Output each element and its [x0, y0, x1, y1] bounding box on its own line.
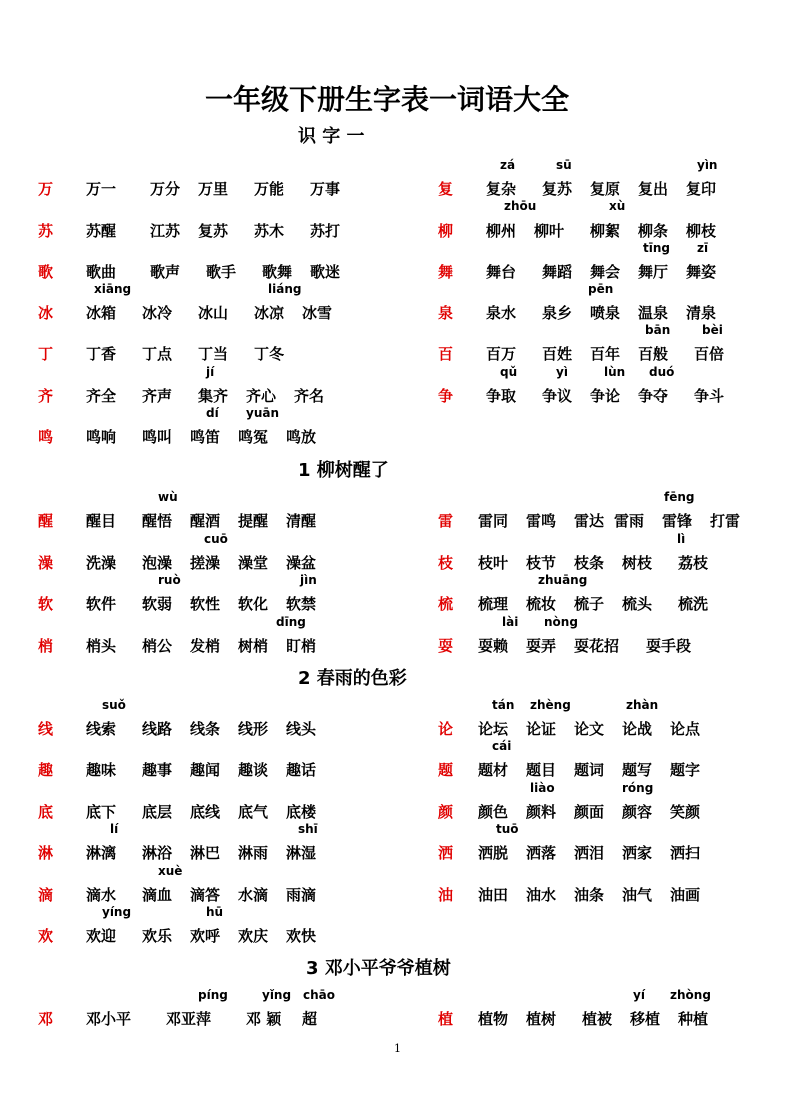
lesson-character: 滴	[38, 886, 54, 904]
pinyin-annotation: píng	[198, 988, 228, 1002]
pinyin-annotation: sū	[556, 158, 572, 172]
lesson-character: 欢	[38, 927, 54, 945]
vocab-word: 枝叶	[478, 554, 509, 572]
vocab-word: 枝条	[574, 554, 605, 572]
lesson-character: 题	[438, 761, 454, 779]
pinyin-annotation: zhèng	[530, 698, 571, 712]
vocab-word: 滴血	[142, 886, 173, 904]
vocab-word: 冰山	[198, 304, 229, 322]
vocab-word: 植树	[526, 1010, 557, 1028]
vocab-word: 趣味	[86, 761, 117, 779]
vocab-word: 枝节	[526, 554, 557, 572]
vocab-word: 耍赖	[478, 637, 509, 655]
lesson-character: 植	[438, 1010, 454, 1028]
vocab-word: 百姓	[542, 345, 573, 363]
vocab-word: 泉乡	[542, 304, 573, 322]
vocab-word: 线头	[286, 720, 317, 738]
vocab-word: 复印	[686, 180, 717, 198]
section-title: 识 字 一	[298, 126, 365, 147]
pinyin-annotation: tīng	[643, 241, 670, 255]
vocab-word: 提醒	[238, 512, 269, 530]
vocab-word: 软弱	[142, 595, 173, 613]
vocab-word: 颜容	[622, 803, 653, 821]
vocab-word: 淋漓	[86, 844, 117, 862]
pinyin-annotation: liáng	[268, 282, 302, 296]
vocab-word: 软件	[86, 595, 117, 613]
vocab-word: 论文	[574, 720, 605, 738]
pinyin-annotation: yì	[556, 365, 568, 379]
vocab-word: 复苏	[198, 222, 229, 240]
vocab-word: 梢头	[86, 637, 117, 655]
vocab-word: 淋巴	[190, 844, 221, 862]
pinyin-annotation: yí	[633, 988, 645, 1002]
vocab-word: 淋雨	[238, 844, 269, 862]
vocab-word: 舞姿	[686, 263, 717, 281]
vocab-word: 题材	[478, 761, 509, 779]
vocab-word: 梳妆	[526, 595, 557, 613]
vocab-word: 论证	[526, 720, 557, 738]
vocab-word: 澡堂	[238, 554, 269, 572]
pinyin-annotation: zhuāng	[538, 573, 588, 587]
pinyin-annotation: hū	[206, 905, 224, 919]
vocab-word: 洒扫	[670, 844, 701, 862]
pinyin-annotation: wù	[158, 490, 178, 504]
lesson-character: 苏	[38, 222, 54, 240]
vocab-word: 万分	[150, 180, 181, 198]
pinyin-annotation: lùn	[604, 365, 626, 379]
lesson-character: 百	[438, 345, 454, 363]
vocab-word: 颜色	[478, 803, 509, 821]
vocab-word: 底线	[190, 803, 221, 821]
pinyin-annotation: xiāng	[94, 282, 132, 296]
vocab-word: 鸣响	[86, 428, 117, 446]
vocab-word: 复苏	[542, 180, 573, 198]
lesson-character: 醒	[38, 512, 54, 530]
pinyin-annotation: lì	[677, 532, 686, 546]
vocab-word: 江苏	[150, 222, 181, 240]
vocab-word: 趣闻	[190, 761, 221, 779]
pinyin-annotation: duó	[649, 365, 675, 379]
vocab-word: 丁点	[142, 345, 173, 363]
vocab-word: 争取	[486, 387, 517, 405]
lesson-character: 齐	[38, 387, 54, 405]
pinyin-annotation: jìn	[300, 573, 317, 587]
vocab-word: 争论	[590, 387, 621, 405]
vocab-word: 油画	[670, 886, 701, 904]
pinyin-annotation: cái	[492, 739, 512, 753]
lesson-character: 软	[38, 595, 54, 613]
vocab-word: 百年	[590, 345, 621, 363]
lesson-character: 澡	[38, 554, 54, 572]
vocab-word: 齐名	[294, 387, 325, 405]
pinyin-annotation: yìn	[697, 158, 718, 172]
vocab-word: 梳洗	[678, 595, 709, 613]
vocab-word: 软禁	[286, 595, 317, 613]
vocab-word: 温泉	[638, 304, 669, 322]
lesson-character: 争	[438, 387, 454, 405]
vocab-word: 底层	[142, 803, 173, 821]
vocab-word: 软性	[190, 595, 221, 613]
pinyin-annotation: zī	[697, 241, 709, 255]
lesson-character: 底	[38, 803, 54, 821]
vocab-word: 澡盆	[286, 554, 317, 572]
vocab-word: 万里	[198, 180, 229, 198]
vocab-word: 雷锋	[662, 512, 693, 530]
vocab-word: 争议	[542, 387, 573, 405]
vocab-word: 题词	[574, 761, 605, 779]
vocab-word: 雷雨	[614, 512, 645, 530]
lesson-character: 趣	[38, 761, 54, 779]
lesson-character: 泉	[438, 304, 454, 322]
pinyin-annotation: zhàn	[626, 698, 659, 712]
lesson-character: 歌	[38, 263, 54, 281]
vocab-word: 盯梢	[286, 637, 317, 655]
lesson-character: 丁	[38, 345, 54, 363]
vocab-word: 趣话	[286, 761, 317, 779]
vocab-word: 苏打	[310, 222, 341, 240]
vocab-word: 争斗	[694, 387, 725, 405]
pinyin-annotation: dīng	[276, 615, 306, 629]
vocab-word: 舞厅	[638, 263, 669, 281]
vocab-word: 笑颜	[670, 803, 701, 821]
vocab-word: 丁香	[86, 345, 117, 363]
vocab-word: 百倍	[694, 345, 725, 363]
pinyin-annotation: ruò	[158, 573, 181, 587]
section-title: 1 柳树醒了	[298, 460, 389, 481]
vocab-word: 苏木	[254, 222, 285, 240]
lesson-character: 冰	[38, 304, 54, 322]
vocab-word: 植物	[478, 1010, 509, 1028]
vocab-word: 泡澡	[142, 554, 173, 572]
vocab-word: 油水	[526, 886, 557, 904]
vocab-word: 梳子	[574, 595, 605, 613]
vocab-word: 油气	[622, 886, 653, 904]
vocab-word: 水滴	[238, 886, 269, 904]
pinyin-annotation: tuō	[496, 822, 519, 836]
lesson-character: 鸣	[38, 428, 54, 446]
vocab-word: 软化	[238, 595, 269, 613]
vocab-word: 种植	[678, 1010, 709, 1028]
pinyin-annotation: zá	[500, 158, 516, 172]
pinyin-annotation: yíng	[102, 905, 132, 919]
vocab-word: 论坛	[478, 720, 509, 738]
vocab-word: 洒家	[622, 844, 653, 862]
vocab-word: 舞蹈	[542, 263, 573, 281]
lesson-character: 论	[438, 720, 454, 738]
vocab-word: 欢庆	[238, 927, 269, 945]
vocab-word: 醒目	[86, 512, 117, 530]
vocab-word: 柳条	[638, 222, 669, 240]
vocab-word: 论战	[622, 720, 653, 738]
vocab-word: 滴答	[190, 886, 221, 904]
vocab-word: 欢呼	[190, 927, 221, 945]
vocab-word: 线路	[142, 720, 173, 738]
vocab-word: 冰箱	[86, 304, 117, 322]
vocab-word: 耍花招	[574, 637, 620, 655]
vocab-word: 丁当	[198, 345, 229, 363]
vocab-word: 油条	[574, 886, 605, 904]
vocab-word: 欢迎	[86, 927, 117, 945]
vocab-word: 油田	[478, 886, 509, 904]
vocab-word: 滴水	[86, 886, 117, 904]
vocab-word: 冰雪	[302, 304, 333, 322]
vocab-word: 洒落	[526, 844, 557, 862]
vocab-word: 颜料	[526, 803, 557, 821]
pinyin-annotation: bèi	[702, 323, 723, 337]
vocab-word: 发梢	[190, 637, 221, 655]
lesson-character: 万	[38, 180, 54, 198]
pinyin-annotation: suǒ	[102, 698, 126, 712]
vocab-word: 洗澡	[86, 554, 117, 572]
pinyin-annotation: zhōu	[504, 199, 537, 213]
vocab-word: 泉水	[486, 304, 517, 322]
lesson-character: 颜	[438, 803, 454, 821]
vocab-word: 复杂	[486, 180, 517, 198]
vocab-word: 欢快	[286, 927, 317, 945]
vocab-word: 清醒	[286, 512, 317, 530]
vocab-word: 梳理	[478, 595, 509, 613]
lesson-character: 复	[438, 180, 454, 198]
vocab-word: 底楼	[286, 803, 317, 821]
lesson-character: 油	[438, 886, 454, 904]
vocab-word: 柳絮	[590, 222, 621, 240]
pinyin-annotation: tán	[492, 698, 515, 712]
vocab-word: 百万	[486, 345, 517, 363]
pinyin-annotation: qǔ	[500, 365, 518, 379]
pinyin-annotation: bān	[645, 323, 671, 337]
vocab-word: 底气	[238, 803, 269, 821]
vocab-word: 万事	[310, 180, 341, 198]
pinyin-annotation: jí	[206, 365, 215, 379]
vocab-word: 万一	[86, 180, 117, 198]
vocab-word: 耍手段	[646, 637, 692, 655]
vocab-word: 邓亚萍	[166, 1010, 212, 1028]
lesson-character: 梳	[438, 595, 454, 613]
vocab-word: 清泉	[686, 304, 717, 322]
lesson-character: 洒	[438, 844, 454, 862]
vocab-word: 洒脱	[478, 844, 509, 862]
vocab-word: 淋湿	[286, 844, 317, 862]
vocab-word: 底下	[86, 803, 117, 821]
vocab-word: 雷鸣	[526, 512, 557, 530]
vocab-word: 颜面	[574, 803, 605, 821]
lesson-character: 柳	[438, 222, 454, 240]
vocab-word: 荔枝	[678, 554, 709, 572]
vocab-word: 齐心	[246, 387, 277, 405]
page-title: 一年级下册生字表一词语大全	[205, 83, 570, 116]
pinyin-annotation: chāo	[303, 988, 335, 1002]
vocab-word: 齐声	[142, 387, 173, 405]
vocab-word: 歌手	[206, 263, 237, 281]
vocab-word: 万能	[254, 180, 285, 198]
vocab-word: 邓 颖	[246, 1010, 282, 1028]
vocab-word: 移植	[630, 1010, 661, 1028]
vocab-word: 百般	[638, 345, 669, 363]
pinyin-annotation: nòng	[544, 615, 578, 629]
vocab-word: 醒酒	[190, 512, 221, 530]
vocab-word: 复出	[638, 180, 669, 198]
vocab-word: 集齐	[198, 387, 229, 405]
vocab-word: 洒泪	[574, 844, 605, 862]
vocab-word: 梳头	[622, 595, 653, 613]
vocab-word: 梢公	[142, 637, 173, 655]
pinyin-annotation: shī	[298, 822, 318, 836]
vocab-word: 线条	[190, 720, 221, 738]
page-number: 1	[394, 1042, 401, 1055]
pinyin-annotation: fēng	[664, 490, 695, 504]
pinyin-annotation: yuān	[246, 406, 280, 420]
pinyin-annotation: dí	[206, 406, 219, 420]
pinyin-annotation: liào	[530, 781, 555, 795]
vocab-word: 争夺	[638, 387, 669, 405]
vocab-word: 歌曲	[86, 263, 117, 281]
vocab-word: 舞会	[590, 263, 621, 281]
lesson-character: 淋	[38, 844, 54, 862]
lesson-character: 梢	[38, 637, 54, 655]
vocab-word: 歌舞	[262, 263, 293, 281]
vocab-word: 丁冬	[254, 345, 285, 363]
pinyin-annotation: xuè	[158, 864, 183, 878]
pinyin-annotation: cuō	[204, 532, 228, 546]
lesson-character: 枝	[438, 554, 454, 572]
pinyin-annotation: pēn	[588, 282, 614, 296]
vocab-word: 冰凉	[254, 304, 285, 322]
lesson-character: 线	[38, 720, 54, 738]
pinyin-annotation: róng	[622, 781, 654, 795]
pinyin-annotation: lài	[502, 615, 519, 629]
lesson-character: 舞	[438, 263, 454, 281]
vocab-word: 雨滴	[286, 886, 317, 904]
lesson-character: 耍	[438, 637, 454, 655]
section-title: 2 春雨的色彩	[298, 668, 407, 689]
vocab-word: 线索	[86, 720, 117, 738]
pinyin-annotation: yǐng	[262, 988, 292, 1002]
vocab-word: 淋浴	[142, 844, 173, 862]
vocab-word: 柳枝	[686, 222, 717, 240]
vocab-word: 打雷	[710, 512, 741, 530]
vocab-word: 趣谈	[238, 761, 269, 779]
vocab-word: 鸣叫	[142, 428, 173, 446]
pinyin-annotation: xù	[609, 199, 626, 213]
vocab-word: 邓小平	[86, 1010, 132, 1028]
vocab-word: 喷泉	[590, 304, 621, 322]
vocab-word: 雷达	[574, 512, 605, 530]
vocab-word: 柳州	[486, 222, 517, 240]
vocab-word: 歌声	[150, 263, 181, 281]
vocab-word: 超	[302, 1010, 318, 1028]
vocab-word: 齐全	[86, 387, 117, 405]
vocab-word: 搓澡	[190, 554, 221, 572]
vocab-word: 苏醒	[86, 222, 117, 240]
vocab-word: 植被	[582, 1010, 613, 1028]
vocab-word: 题写	[622, 761, 653, 779]
lesson-character: 邓	[38, 1010, 54, 1028]
lesson-character: 雷	[438, 512, 454, 530]
vocab-word: 舞台	[486, 263, 517, 281]
pinyin-annotation: zhòng	[670, 988, 711, 1002]
vocab-word: 歌迷	[310, 263, 341, 281]
vocab-word: 趣事	[142, 761, 173, 779]
vocab-word: 鸣冤	[238, 428, 269, 446]
vocab-word: 欢乐	[142, 927, 173, 945]
vocab-word: 鸣放	[286, 428, 317, 446]
vocab-word: 论点	[670, 720, 701, 738]
vocab-word: 醒悟	[142, 512, 173, 530]
vocab-word: 题字	[670, 761, 701, 779]
vocab-word: 题目	[526, 761, 557, 779]
vocab-word: 耍弄	[526, 637, 557, 655]
section-title: 3 邓小平爷爷植树	[306, 958, 451, 979]
vocab-word: 线形	[238, 720, 269, 738]
vocab-word: 复原	[590, 180, 621, 198]
vocab-word: 鸣笛	[190, 428, 221, 446]
vocab-word: 柳叶	[534, 222, 565, 240]
pinyin-annotation: lí	[110, 822, 119, 836]
vocab-word: 树梢	[238, 637, 269, 655]
vocab-word: 雷同	[478, 512, 509, 530]
vocab-word: 树枝	[622, 554, 653, 572]
vocab-word: 冰冷	[142, 304, 173, 322]
